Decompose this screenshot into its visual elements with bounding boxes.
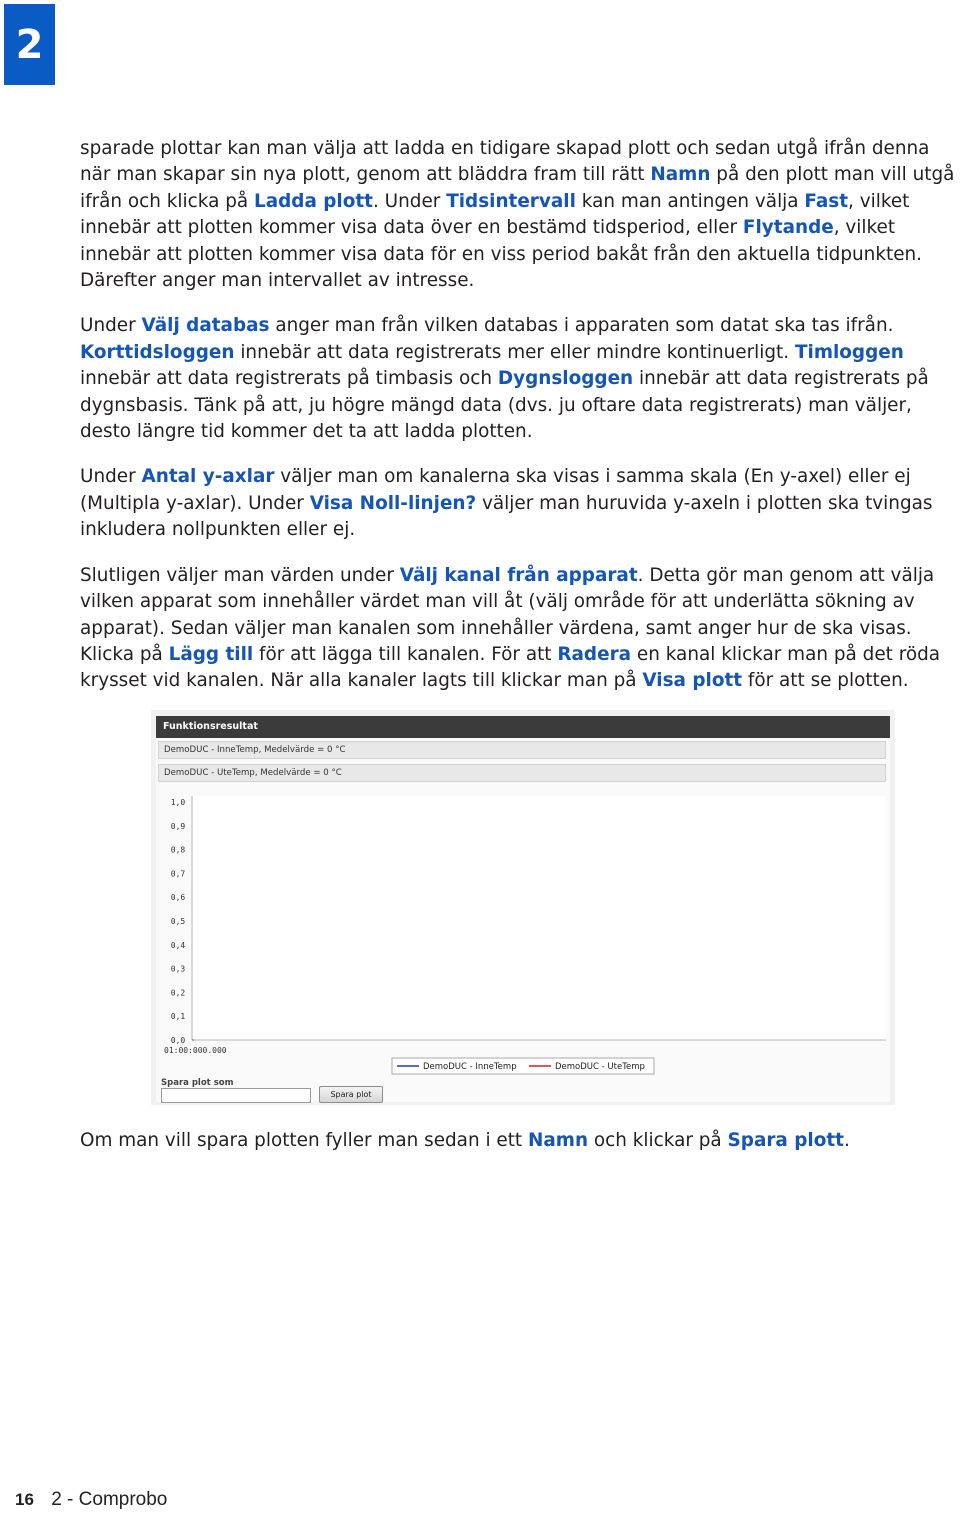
- text-run: , vilket innebär att plotten kommer visa data över en bestämd tidsperiod, eller: [80, 190, 910, 239]
- text-run: .: [843, 1130, 850, 1151]
- paragraph: [80, 313, 960, 445]
- keyword: Timloggen: [794, 341, 904, 363]
- function-result-panel: [156, 716, 890, 1102]
- body-text: [80, 136, 960, 714]
- keyword: Flytande: [742, 217, 834, 239]
- keyword: Radera: [557, 643, 632, 665]
- save-plot-button[interactable]: Spara plot: [319, 1086, 383, 1103]
- plot-screenshot-figure: [151, 710, 895, 1105]
- text-run: på den plott man vill utgå ifrån och klicka på: [80, 164, 955, 212]
- keyword: Ladda plott: [254, 190, 373, 212]
- text-run: sparade plottar kan man välja att ladda en tidigare skapad plott och sedan utgå ifrån denna när man skapar sin nya plott, genom att bläddra fram till rätt: [80, 138, 930, 186]
- y-tick-label: 0,3: [170, 964, 186, 974]
- keyword: Antal y-axlar: [141, 466, 275, 488]
- chapter-title: 2 - Comprobo: [51, 1489, 168, 1510]
- caption-text: [80, 1128, 960, 1154]
- panel-header: Funktionsresultat: [156, 716, 890, 738]
- y-tick-label: 0,7: [170, 869, 186, 879]
- y-tick-label: 0,1: [170, 1012, 186, 1022]
- keyword: Namn: [650, 164, 711, 186]
- y-tick-label: 0,8: [170, 845, 186, 855]
- result-row: DemoDUC - InneTemp, Medelvärde = 0 °C: [158, 741, 886, 759]
- text-run: . Detta gör man genom att välja vilken apparat som innehåller värdet man vill åt (välj område för att underlätta sökning av apparat). Sedan väljer man kanalen som innehåller värdena, samt anger hur de ska visas. Klicka på: [80, 564, 935, 665]
- paragraph: [80, 464, 960, 543]
- text-run: och klickar på: [588, 1130, 728, 1151]
- text-run: väljer man huruvida y-axeln i plotten ska tvingas inkludera nollpunkten eller ej.: [80, 492, 933, 541]
- keyword: Välj databas: [141, 315, 270, 337]
- text-run: Om man vill spara plotten fyller man sedan i ett: [80, 1130, 528, 1151]
- keyword: Spara plott: [727, 1130, 844, 1151]
- text-run: Under: [80, 315, 142, 337]
- text-run: för att lägga till kanalen. För att: [253, 643, 558, 665]
- result-row: DemoDUC - UteTemp, Medelvärde = 0 °C: [158, 764, 886, 782]
- y-tick-label: 0,2: [170, 988, 186, 998]
- line-chart: [156, 788, 890, 1078]
- page-footer: [15, 1489, 167, 1511]
- text-run: , vilket innebär att plotten kommer visa data för en viss period bakåt från den aktuella tidpunkten. Därefter anger man intervallet av intresse.: [80, 217, 923, 292]
- text-run: en kanal klickar man på det röda krysset vid kanalen. När alla kanaler lagts till klickar man på: [80, 643, 941, 692]
- save-plot-label: Spara plot som: [161, 1078, 234, 1088]
- keyword: Välj kanal från apparat: [399, 564, 638, 586]
- legend-label: DemoDUC - InneTemp: [423, 1062, 517, 1072]
- keyword: Visa plott: [642, 670, 743, 692]
- keyword: Lägg till: [168, 643, 254, 665]
- keyword: Namn: [528, 1130, 589, 1151]
- legend-label: DemoDUC - UteTemp: [555, 1062, 645, 1072]
- text-run: . Under: [372, 190, 447, 212]
- keyword: Korttidsloggen: [80, 341, 235, 363]
- text-run: för att se plotten.: [742, 670, 909, 692]
- plot-name-input[interactable]: [161, 1088, 311, 1103]
- y-tick-label: 1,0: [170, 798, 186, 807]
- chapter-number-tab: [4, 4, 55, 85]
- keyword: Dygnsloggen: [497, 368, 634, 390]
- paragraph: [80, 136, 960, 294]
- keyword: Tidsintervall: [446, 190, 576, 212]
- x-tick-label: 01:00:000.000: [164, 1046, 227, 1055]
- page-number: 16: [15, 1490, 34, 1509]
- y-tick-label: 0,5: [170, 917, 186, 926]
- plot-area: [192, 796, 886, 1040]
- text-run: Slutligen väljer man värden under: [80, 564, 400, 586]
- y-tick-label: 0,9: [170, 821, 186, 831]
- text-run: väljer man om kanalerna ska visas i samma skala (En y-axel) eller ej (Multipla y-axlar). Under: [80, 466, 911, 514]
- text-run: innebär att data registrerats på dygnsbasis. Tänk på att, ju högre mängd data (dvs. ju oftare data registrerats) man väljer, desto längre tid kommer det ta att ladda plotten.: [80, 368, 929, 443]
- text-run: innebär att data registrerats mer eller mindre kontinuerligt.: [234, 341, 795, 363]
- text-run: kan man antingen välja: [575, 190, 805, 212]
- y-tick-label: 0,4: [170, 940, 186, 950]
- y-tick-label: 0,0: [170, 1036, 186, 1045]
- text-run: anger man från vilken databas i apparaten som datat ska tas ifrån.: [269, 315, 894, 337]
- y-tick-label: 0,6: [170, 893, 186, 903]
- keyword: Visa Noll-linjen?: [309, 492, 477, 514]
- text-run: innebär att data registrerats på timbasis och: [80, 368, 498, 390]
- paragraph: [80, 563, 960, 695]
- chapter-number: 2: [15, 21, 44, 68]
- text-run: Under: [80, 466, 142, 488]
- keyword: Fast: [804, 190, 849, 212]
